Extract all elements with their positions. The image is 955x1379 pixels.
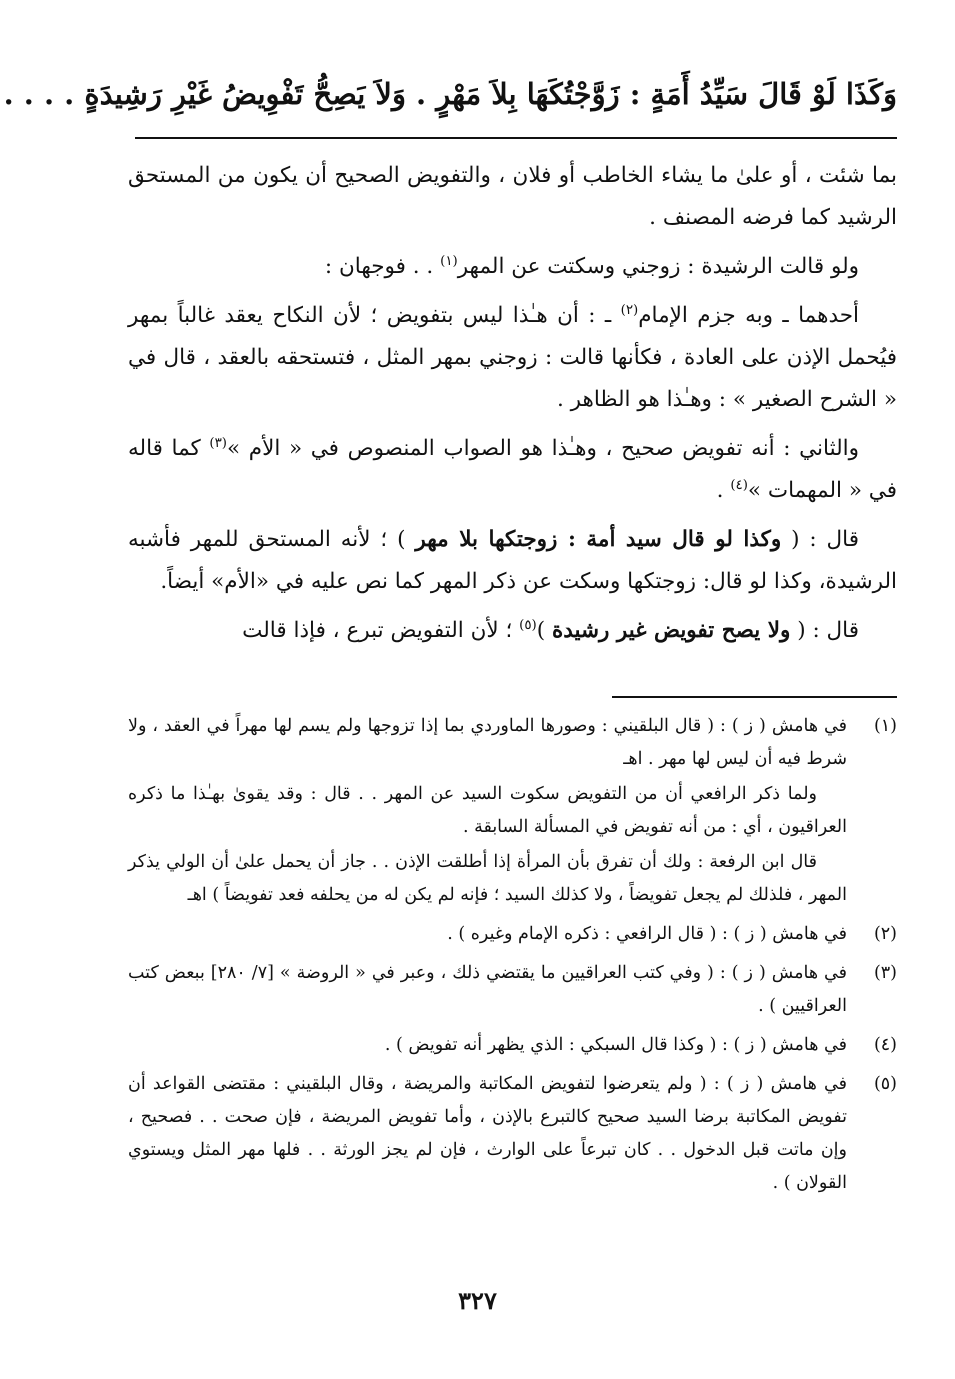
footnote-ref-3[interactable]: (٣) bbox=[209, 435, 227, 451]
footnotes bbox=[128, 710, 897, 1206]
footnote-ref-4[interactable]: (٤) bbox=[730, 477, 748, 493]
footnote-paragraph: في هامش ( ز ) : ( قال الرافعي : ذكره الإمام وغيره ) . bbox=[447, 924, 847, 944]
footnote-paragraph: في هامش ( ز ) : ( ولم يتعرضوا لتفويض المكاتبة والمريضة ، وقال البلقيني : مقتضى القواعد أن تفويض المكاتبة برضا السيد صحيح كالتبرع بالإذن ، وأما تفويض المريضة ، فإن صحت . . فصحيح ، وإن ماتت قبل الدخول . . كان تبرعاً على الوارث ، فإن لم يجز الورثة . . فلها مهر المثل ويستوي القولان ) . bbox=[128, 1074, 847, 1193]
paragraph-4 bbox=[128, 428, 897, 512]
paragraph-5-text-a: قال : ( bbox=[781, 527, 859, 552]
footnote-4 bbox=[128, 1029, 897, 1064]
paragraph-3-text-b: ـ : أن هـٰذا ليس بتفويض ؛ لأن النكاح يعقد غالباً بمهر فيُحمل الإذن على العادة ، فكأنها قالت : زوجني بمهر المثل ، فتستحقه بالعقد ، قال في « الشرح الصغير » : وهـٰذا هو الظاهر . bbox=[128, 303, 897, 412]
main-text bbox=[128, 155, 897, 659]
footnote-ref-1[interactable]: (١) bbox=[440, 253, 458, 269]
paragraph-5-matn: وكذا لو قال سيد أمة : زوجتكها بلا مهر bbox=[415, 527, 782, 552]
paragraph-1: بما شئت ، أو علىٰ ما يشاء الخاطب أو فلان ، والتفويض الصحيح أن يكون من المستحق الرشيد كما فرضه المصنف . bbox=[128, 163, 897, 230]
paragraph-5-text-b: ) ؛ لأنه المستحق للمهر فأشبه الرشيدة، وكذا لو قال: زوجتكها وسكت عن ذكر المهر كما نص عليه في «الأم» أيضاً. bbox=[128, 527, 897, 594]
footnote-paragraph: ولما ذكر الرافعي أن من التفويض سكوت السيد عن المهر . . قال : وقد يقوىٰ بهـٰذا ما ذكره العراقيون ، أي : من أنه تفويض في المسألة السابقة . bbox=[128, 784, 847, 837]
page-number: ٣٢٧ bbox=[458, 1286, 497, 1315]
paragraph-3 bbox=[128, 295, 897, 421]
paragraph-4-text-c: . bbox=[716, 478, 724, 503]
footnote-text bbox=[128, 710, 847, 914]
footnote-1 bbox=[128, 710, 897, 914]
paragraph-4-text-b: كما قاله في « المهمات » bbox=[128, 436, 897, 503]
footnote-text bbox=[128, 918, 847, 953]
footnote-3 bbox=[128, 957, 897, 1025]
footnote-ref-2[interactable]: (٢) bbox=[620, 302, 639, 318]
footnote-number: (٣) bbox=[873, 963, 897, 983]
header-verse: وَكَذَا لَوْ قَالَ سَيِّدُ أَمَةٍ : زَوَّجْتُكَهَا بِلاَ مَهْرٍ . وَلاَ يَصِحُّ تَفْوِيضُ غَيْرِ رَشِيدَةٍ . . . . bbox=[3, 77, 897, 111]
footnote-ref-5[interactable]: (٥) bbox=[519, 617, 537, 633]
footnote-paragraph: في هامش ( ز ) : ( وفي كتب العراقيين ما يقتضي ذلك ، وعبر في « الروضة » [٧/ ٢٨٠] ببعض كتب العراقيين ) . bbox=[128, 963, 847, 1016]
footnote-5 bbox=[128, 1068, 897, 1202]
paragraph-6 bbox=[128, 610, 897, 652]
paragraph-2-text-b: . . فوجهان : bbox=[324, 254, 434, 279]
footnote-text bbox=[128, 1068, 847, 1202]
footnote-2 bbox=[128, 918, 897, 953]
footnote-number: (١) bbox=[873, 716, 897, 736]
paragraph-6-text-c: ؛ لأن التفويض تبرع ، فإذا قالت bbox=[242, 618, 513, 643]
footnotes-divider bbox=[612, 696, 897, 698]
paragraph-4-text-a: والثاني : أنه تفويض صحيح ، وهـٰذا هو الصواب المنصوص في « الأم » bbox=[226, 436, 859, 461]
footnote-text bbox=[128, 957, 847, 1025]
footnote-text bbox=[128, 1029, 847, 1064]
paragraph-6-text-b: ) bbox=[536, 618, 552, 643]
footnote-number: (٤) bbox=[873, 1035, 897, 1055]
paragraph-3-text-a: أحدهما ـ وبه جزم الإمام bbox=[638, 303, 859, 328]
footnote-number: (٥) bbox=[873, 1074, 897, 1094]
footnote-paragraph: في هامش ( ز ) : ( وكذا قال السبكي : الذي يظهر أنه تفويض ) . bbox=[384, 1035, 847, 1055]
paragraph-2 bbox=[128, 246, 897, 288]
footnote-paragraph: قال ابن الرفعة : ولك أن تفرق بأن المرأة إذا أطلقت الإذن . . جاز أن يحمل علىٰ أن الولي يذكر المهر ، فلذلك لم يجعل تفويضاً ، ولا كذلك السيد ؛ فإنه لم يكن له من يحلفه فعد تفويضاً ) اهـ bbox=[128, 852, 847, 905]
header-divider bbox=[135, 137, 897, 139]
footnote-number: (٢) bbox=[873, 924, 897, 944]
paragraph-6-matn: ولا يصح تفويض غير رشيدة bbox=[551, 618, 791, 643]
paragraph-2-text-a: ولو قالت الرشيدة : زوجني وسكتت عن المهر bbox=[457, 254, 859, 279]
paragraph-6-text-a: قال : ( bbox=[790, 618, 859, 643]
footnote-paragraph: في هامش ( ز ) : ( قال البلقيني : وصورها الماوردي بما إذا تزوجها ولم يسم لها مهراً في العقد ، ولا شرط فيه أن ليس لها مهر . اهـ bbox=[128, 716, 847, 769]
paragraph-5 bbox=[128, 519, 897, 603]
